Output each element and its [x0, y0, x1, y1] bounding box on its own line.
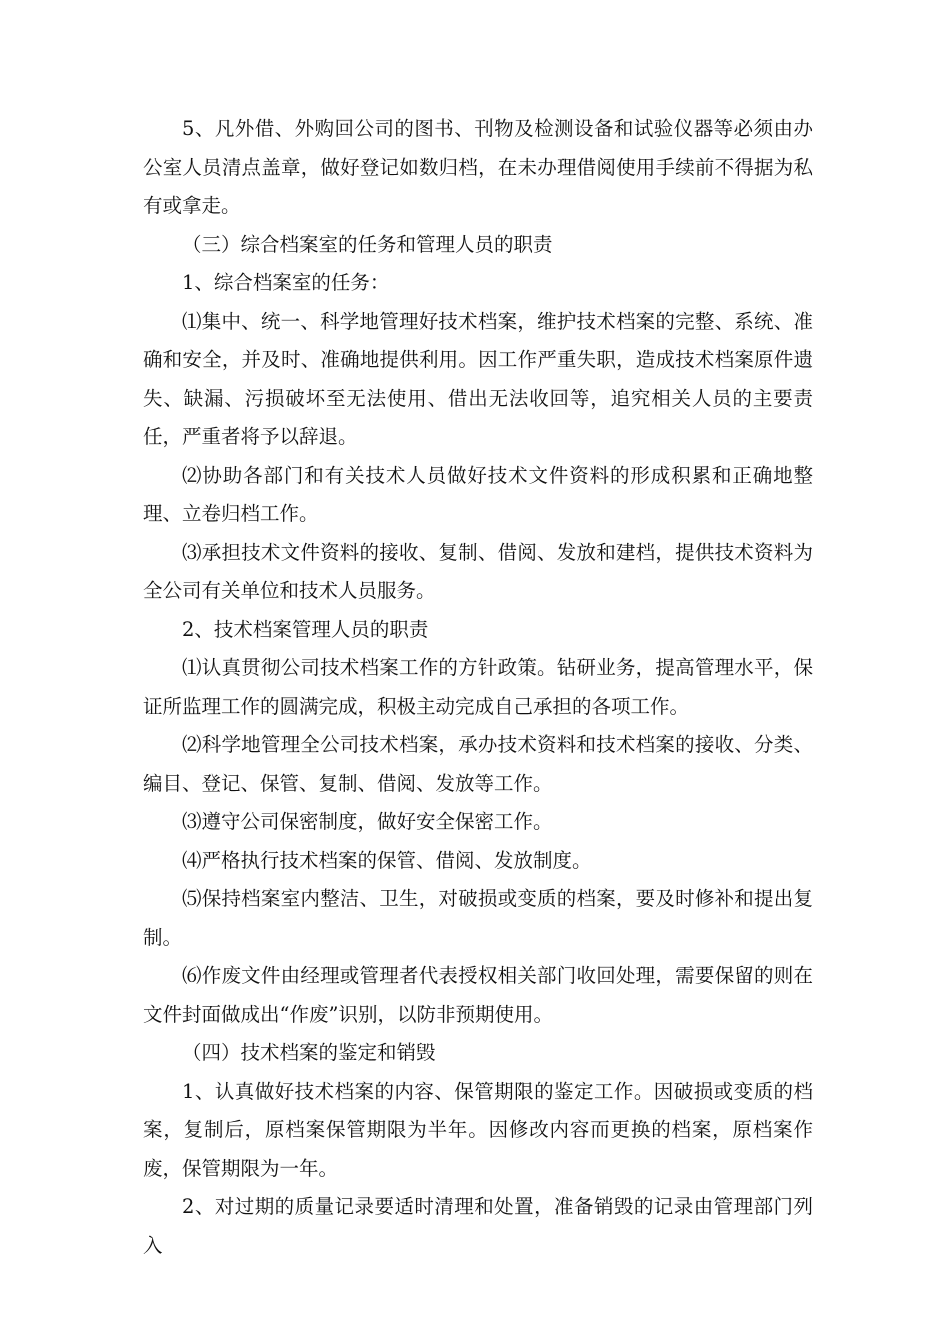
paragraph-duty-6: ⑹作废文件由经理或管理者代表授权相关部门收回处理，需要保留的则在文件封面做成出“作废”识别，以防非预期使用。 [143, 964, 813, 1026]
paragraph-duty-5: ⑸保持档案室内整洁、卫生，对破损或变质的档案，要及时修补和提出复制。 [143, 887, 813, 949]
paragraph-task-2: ⑵协助各部门和有关技术人员做好技术文件资料的形成积累和正确地整理、立卷归档工作。 [143, 463, 813, 525]
paragraph-duty-3: ⑶遵守公司保密制度，做好安全保密工作。 [182, 810, 553, 833]
paragraph-task-1: ⑴集中、统一、科学地管理好技术档案，维护技术档案的完整、系统、准确和安全，并及时、准确地提供利用。因工作严重失职，造成技术档案原件遗失、缺漏、污损破坏至无法使用、借出无法收回等，追究相关人员的主要责任，严重者将予以辞退。 [143, 309, 813, 448]
subheading-archive-room-tasks: 1、综合档案室的任务： [182, 271, 390, 294]
paragraph-borrowed-items: 5、凡外借、外购回公司的图书、刊物及检测设备和试验仪器等必须由办公室人员清点盖章，做好登记如数归档，在未办理借阅使用手续前不得据为私有或拿走。 [143, 117, 813, 217]
subheading-staff-duties: 2、技术档案管理人员的职责 [182, 617, 429, 641]
section-heading-archive-room: （三）综合档案室的任务和管理人员的职责 [182, 232, 553, 256]
paragraph-appraisal-2: 2、对过期的质量记录要适时清理和处置，准备销毁的记录由管理部门列入 [143, 1195, 813, 1257]
paragraph-duty-1: ⑴认真贯彻公司技术档案工作的方针政策。钻研业务，提高管理水平，保证所监理工作的圆满完成，积极主动完成自己承担的各项工作。 [143, 656, 813, 718]
paragraph-task-3: ⑶承担技术文件资料的接收、复制、借阅、发放和建档，提供技术资料为全公司有关单位和技术人员服务。 [143, 540, 813, 602]
paragraph-duty-4: ⑷严格执行技术档案的保管、借阅、发放制度。 [182, 848, 592, 872]
section-heading-appraisal-destruction: （四）技术档案的鉴定和销毁 [182, 1041, 436, 1064]
paragraph-duty-2: ⑵科学地管理全公司技术档案，承办技术资料和技术档案的接收、分类、编目、登记、保管、复制、借阅、发放等工作。 [143, 733, 813, 795]
document-body [143, 110, 813, 1265]
paragraph-appraisal-1: 1、认真做好技术档案的内容、保管期限的鉴定工作。因破损或变质的档案，复制后，原档案保管期限为半年。因修改内容而更换的档案，原档案作废，保管期限为一年。 [143, 1079, 813, 1180]
